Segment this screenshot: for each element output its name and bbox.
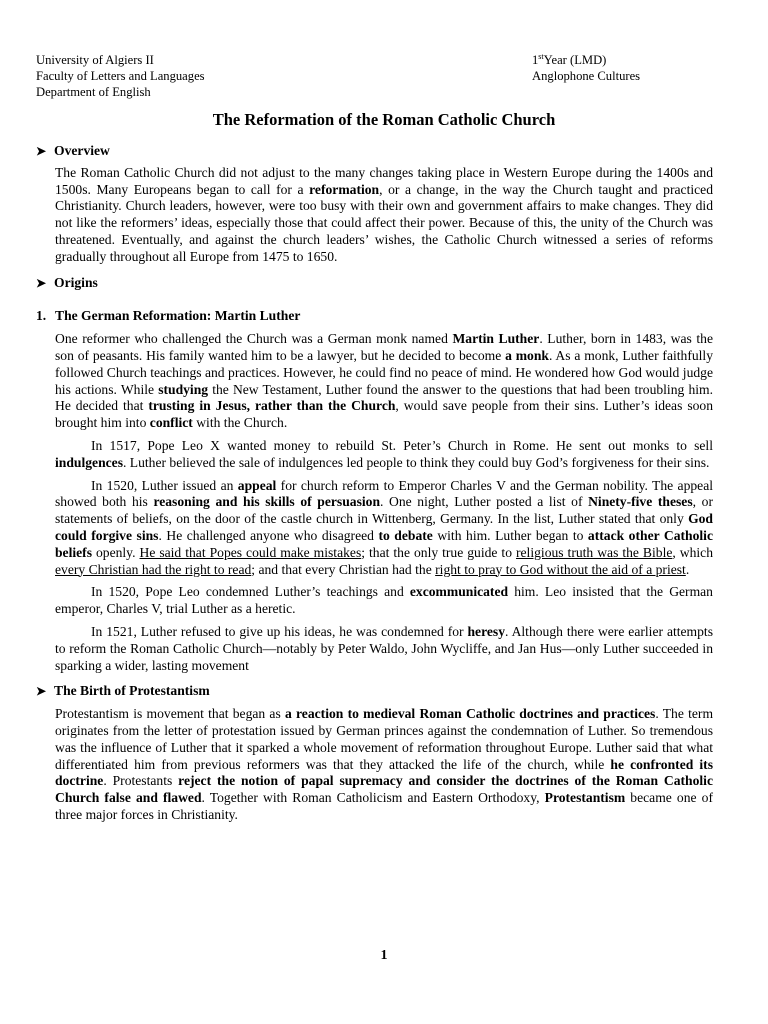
faculty-name: Faculty of Letters and Languages bbox=[36, 69, 205, 83]
document-body bbox=[36, 143, 713, 824]
arrow-bullet-icon: ➤ bbox=[36, 275, 47, 290]
section-heading-birth-of-protestantism: ➤ The Birth of Protestantism bbox=[36, 683, 210, 699]
university-name: University of Algiers II bbox=[36, 53, 154, 67]
protestantism-paragraph: Protestantism is movement that began as a reaction to medieval Roman Catholic doctrines and practices. The term originates from the letter of protestation issued by German princes against the condemnation of Luther. So tremendous was the influence of Luther that it sparked a whole movement of reformation throughout Europe. Luther said that what differentiated him from previous reformers was that they attacked the life of the church, while he confronted its doctrine. Protestants reject the notion of papal supremacy and consider the doctrines of the Roman Catholic Church false and flawed. Together with Roman Catholicism and Eastern Orthodoxy, Protestantism became one of three major forces in Christianity. bbox=[55, 706, 714, 822]
course-name: Anglophone Cultures bbox=[532, 69, 641, 83]
department-name: Department of English bbox=[36, 85, 151, 99]
indulgences-paragraph: In 1517, Pope Leo X wanted money to rebuild St. Peter’s Church in Rome. He sent out monks to sell indulgences. Luther believed the sale of indulgences led people to think they could buy God’s forgiveness for their sins. bbox=[55, 437, 713, 470]
arrow-bullet-icon: ➤ bbox=[36, 144, 47, 158]
year-label: 1stYear (LMD) bbox=[532, 52, 607, 67]
arrow-bullet-icon: ➤ bbox=[36, 684, 47, 699]
page-number: 1 bbox=[380, 948, 388, 963]
theses-paragraph: In 1520, Luther issued an appeal for church reform to Emperor Charles V and the German nobility. The appeal showed both his reasoning and his skills of persuasion. One night, Luther posted a list of Ninety-five theses, or statements of beliefs, on the door of the castle church in Wittenberg, Germany. In the list, Luther stated that only God could forgive sins. He challenged anyone who disagreed to debate with him. Luther began to attack other Catholic beliefs openly. He said that Popes could make mistakes; that the only true guide to religious truth was the Bible, which every Christian had the right to read; and that every Christian had the right to pray to God without the aid of a priest. bbox=[55, 477, 714, 577]
section-heading-overview: ➤ Overview bbox=[36, 143, 110, 158]
overview-paragraph: The Roman Catholic Church did not adjust to the many changes taking place in Western Europe during the 1400s and 1500s. Many Europeans began to call for a reformation, or a change, in the way the Church taught and practiced Christianity. Church leaders, however, were too busy with their own and government affairs to make changes. They did not like the reformers’ ideas, especially those that could affect their power. Because of this, the unity of the Church was threatened. Eventually, and against the church leaders’ wishes, the Catholic Church witnessed a series of reforms gradually throughout all Europe from 1475 to 1650. bbox=[55, 164, 713, 264]
subsection-heading-german-reformation: 1. The German Reformation: Martin Luther bbox=[36, 308, 301, 324]
section-heading-origins: ➤ Origins bbox=[36, 274, 98, 290]
institution-header bbox=[36, 52, 205, 100]
course-header bbox=[532, 52, 640, 84]
luther-intro-paragraph: One reformer who challenged the Church was a German monk named Martin Luther. Luther, born in 1483, was the son of peasants. His family wanted him to be a lawyer, but he decided to become a monk. As a monk, Luther faithfully followed Church teachings and practices. However, he could find no peace of mind. He wondered how God would judge his actions. While studying the New Testament, Luther found the answer to the questions that had been troubling him. He decided that trusting in Jesus, rather than the Church, would save people from their sins. Luther’s ideas soon brought him into conflict with the Church. bbox=[55, 331, 714, 431]
excommunication-paragraph: In 1520, Pope Leo condemned Luther’s teachings and excommunicated him. Leo insisted that the German emperor, Charles V, trial Luther as a heretic. bbox=[55, 584, 713, 617]
heresy-paragraph: In 1521, Luther refused to give up his ideas, he was condemned for heresy. Although there were earlier attempts to reform the Roman Catholic Church—notably by Peter Waldo, John Wycliffe, and Jan Hus—only Luther succeeded in sparking a wider, lasting movement bbox=[55, 623, 713, 673]
page-title: The Reformation of the Roman Catholic Church bbox=[212, 110, 556, 129]
